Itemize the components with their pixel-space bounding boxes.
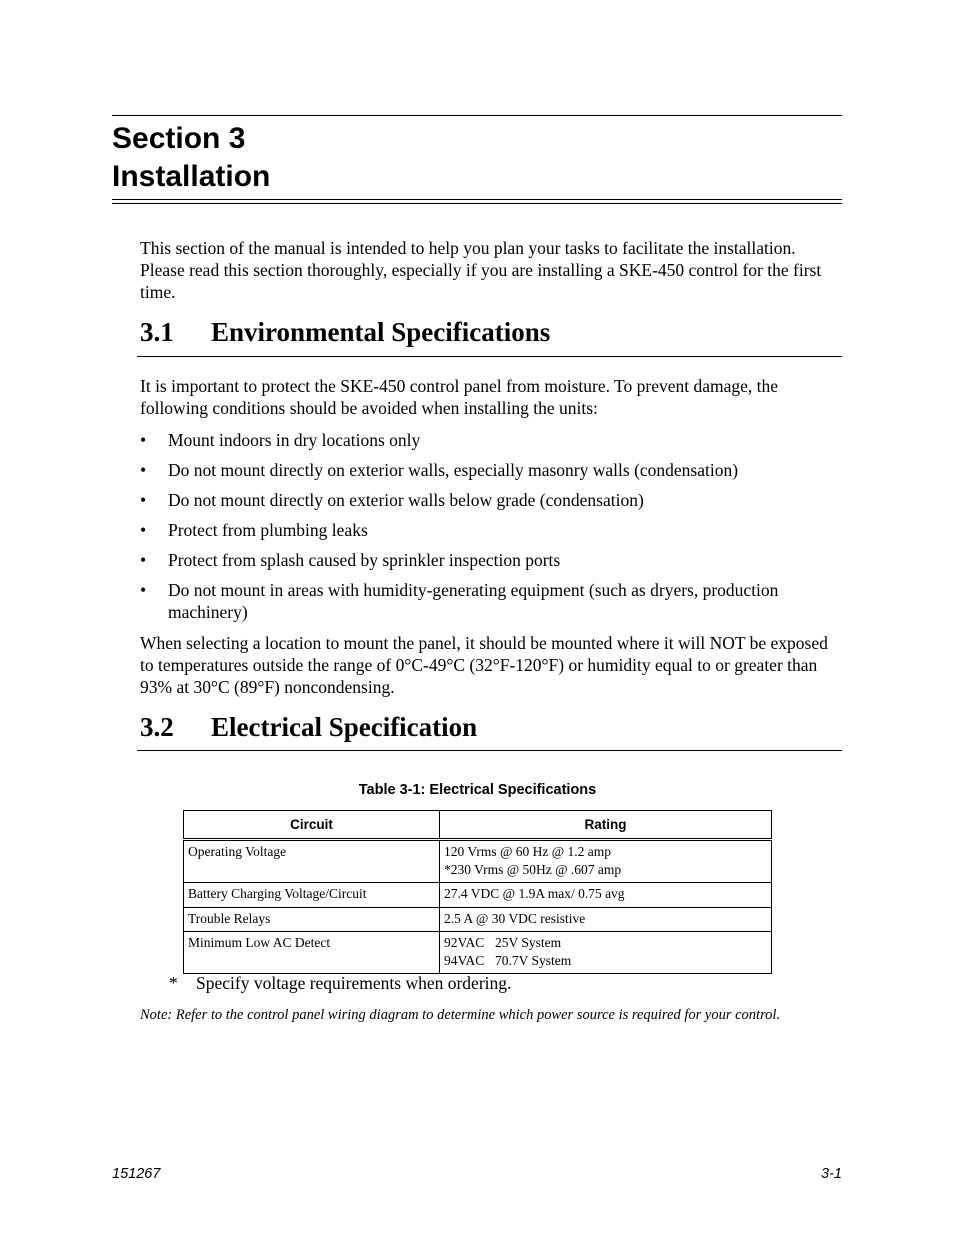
column-header-circuit: Circuit: [184, 811, 440, 840]
list-item-text: Protect from splash caused by sprinkler inspection ports: [168, 550, 561, 570]
rating-line: *230 Vrms @ 50Hz @ .607 amp: [444, 861, 622, 877]
rating-cell: [440, 840, 772, 883]
header-double-rule: [112, 199, 842, 204]
wiring-note: Note: Refer to the control panel wiring diagram to determine which power source is required for your control.: [140, 1007, 781, 1023]
table-row: [184, 907, 772, 932]
list-item-text: Do not mount directly on exterior walls, especially masonry walls (condensation): [168, 460, 739, 480]
list-item: [140, 489, 842, 511]
table-header-row: [184, 811, 772, 840]
voltage-value: 94VAC: [444, 952, 485, 968]
env-heading-rule: [137, 356, 842, 357]
list-item-text: Mount indoors in dry locations only: [168, 430, 421, 450]
section-number-heading: Section 3: [112, 122, 246, 155]
env-specs-title: Environmental Specifications: [211, 317, 551, 347]
circuit-cell: Operating Voltage: [184, 840, 440, 883]
footnote-text: Specify voltage requirements when ordering.: [196, 973, 512, 993]
rating-cell: [440, 907, 772, 932]
column-header-rating: Rating: [440, 811, 772, 840]
rating-line: [444, 934, 767, 952]
rating-cell: [440, 883, 772, 908]
bullet-marker: •: [140, 550, 147, 570]
rating-line: 2.5 A @ 30 VDC resistive: [444, 910, 586, 926]
elec-specs-heading: [140, 710, 477, 744]
list-item: [140, 549, 842, 571]
env-temperature-paragraph: When selecting a location to mount the panel, it should be mounted where it will NOT be exposed to temperatures outside the range of 0°C-49°C (32°F-120°F) or humidity equal to or greater than 93% at 30°C (89°F) noncondensing.: [140, 633, 828, 697]
elec-specs-title: Electrical Specification: [211, 712, 478, 742]
footer-page-number: 3-1: [821, 1166, 842, 1182]
list-item: [140, 429, 842, 451]
electrical-spec-table: [183, 810, 772, 974]
table-footnote: [169, 972, 511, 994]
elec-specs-number: 3.2: [140, 712, 174, 742]
intro-paragraph: This section of the manual is intended to help you plan your tasks to facilitate the installation. Please read this section thoroughly, especially if you are installing a SKE-450 control for the first time.: [140, 238, 822, 302]
circuit-cell: Battery Charging Voltage/Circuit: [184, 883, 440, 908]
footnote-marker: *: [169, 973, 178, 993]
circuit-cell: Minimum Low AC Detect: [184, 932, 440, 974]
list-item: [140, 459, 842, 481]
bullet-marker: •: [140, 460, 147, 480]
table-row: [184, 883, 772, 908]
table-row: [184, 932, 772, 974]
elec-heading-rule: [137, 750, 842, 751]
system-value: 70.7V System: [495, 952, 572, 968]
bullet-marker: •: [140, 520, 147, 540]
env-intro-paragraph: It is important to protect the SKE-450 control panel from moisture. To prevent damage, the following conditions should be avoided when installing the units:: [140, 376, 779, 418]
system-value: 25V System: [495, 935, 562, 950]
env-specs-number: 3.1: [140, 317, 174, 347]
list-item-text: Do not mount directly on exterior walls below grade (condensation): [168, 490, 644, 510]
table-caption: Table 3-1: Electrical Specifications: [358, 782, 597, 798]
footer-doc-number: 151267: [112, 1166, 161, 1182]
rating-line: 27.4 VDC @ 1.9A max/ 0.75 avg: [444, 886, 625, 901]
rating-line: [444, 952, 767, 970]
env-specs-heading: [140, 315, 550, 349]
section-title-heading: Installation: [112, 160, 271, 193]
list-item: [140, 519, 842, 541]
rating-cell: [440, 932, 772, 974]
list-item-text: Do not mount in areas with humidity-generating equipment (such as dryers, production machinery): [168, 580, 779, 622]
table-row: [184, 840, 772, 883]
bullet-marker: •: [140, 430, 147, 450]
rating-line: 120 Vrms @ 60 Hz @ 1.2 amp: [444, 844, 612, 859]
list-item: [140, 579, 842, 623]
bullet-marker: •: [140, 580, 147, 600]
list-item-text: Protect from plumbing leaks: [168, 520, 368, 540]
bullet-marker: •: [140, 490, 147, 510]
header-top-rule: [112, 115, 842, 116]
voltage-value: 92VAC: [444, 935, 485, 950]
circuit-cell: Trouble Relays: [184, 907, 440, 932]
env-conditions-list: [140, 429, 842, 631]
